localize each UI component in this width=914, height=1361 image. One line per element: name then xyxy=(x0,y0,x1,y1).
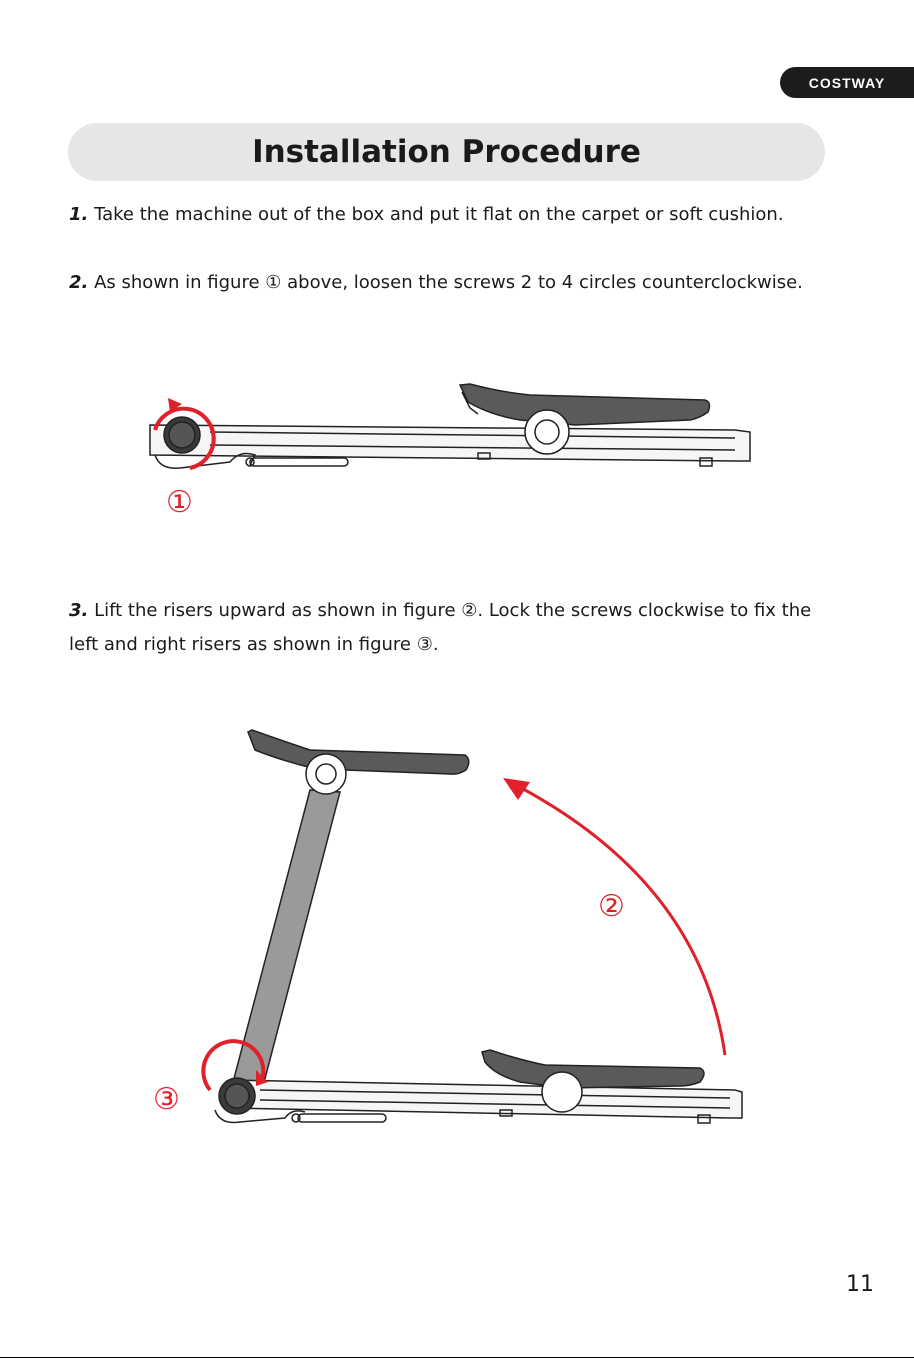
step-text: As shown in figure ① above, loosen the screws 2 to 4 circles counterclockwise. xyxy=(88,272,803,293)
step-number: 3. xyxy=(69,600,89,621)
page-number: 11 xyxy=(846,1272,874,1297)
step-text: Lift the risers upward as shown in figure ②. Lock the screws clockwise to fix the left and right risers as shown in figure ③. xyxy=(69,600,812,655)
callout-3: ③ xyxy=(153,1082,180,1117)
callout-2: ② xyxy=(598,889,625,924)
step-number: 1. xyxy=(69,204,89,225)
callout-1: ① xyxy=(166,485,193,520)
step-text: Take the machine out of the box and put it flat on the carpet or soft cushion. xyxy=(88,204,784,225)
page-title: Installation Procedure xyxy=(252,134,641,170)
brand-logo: COSTWAY xyxy=(780,67,914,98)
bottom-rule xyxy=(0,1357,914,1358)
step-number: 2. xyxy=(69,272,89,293)
